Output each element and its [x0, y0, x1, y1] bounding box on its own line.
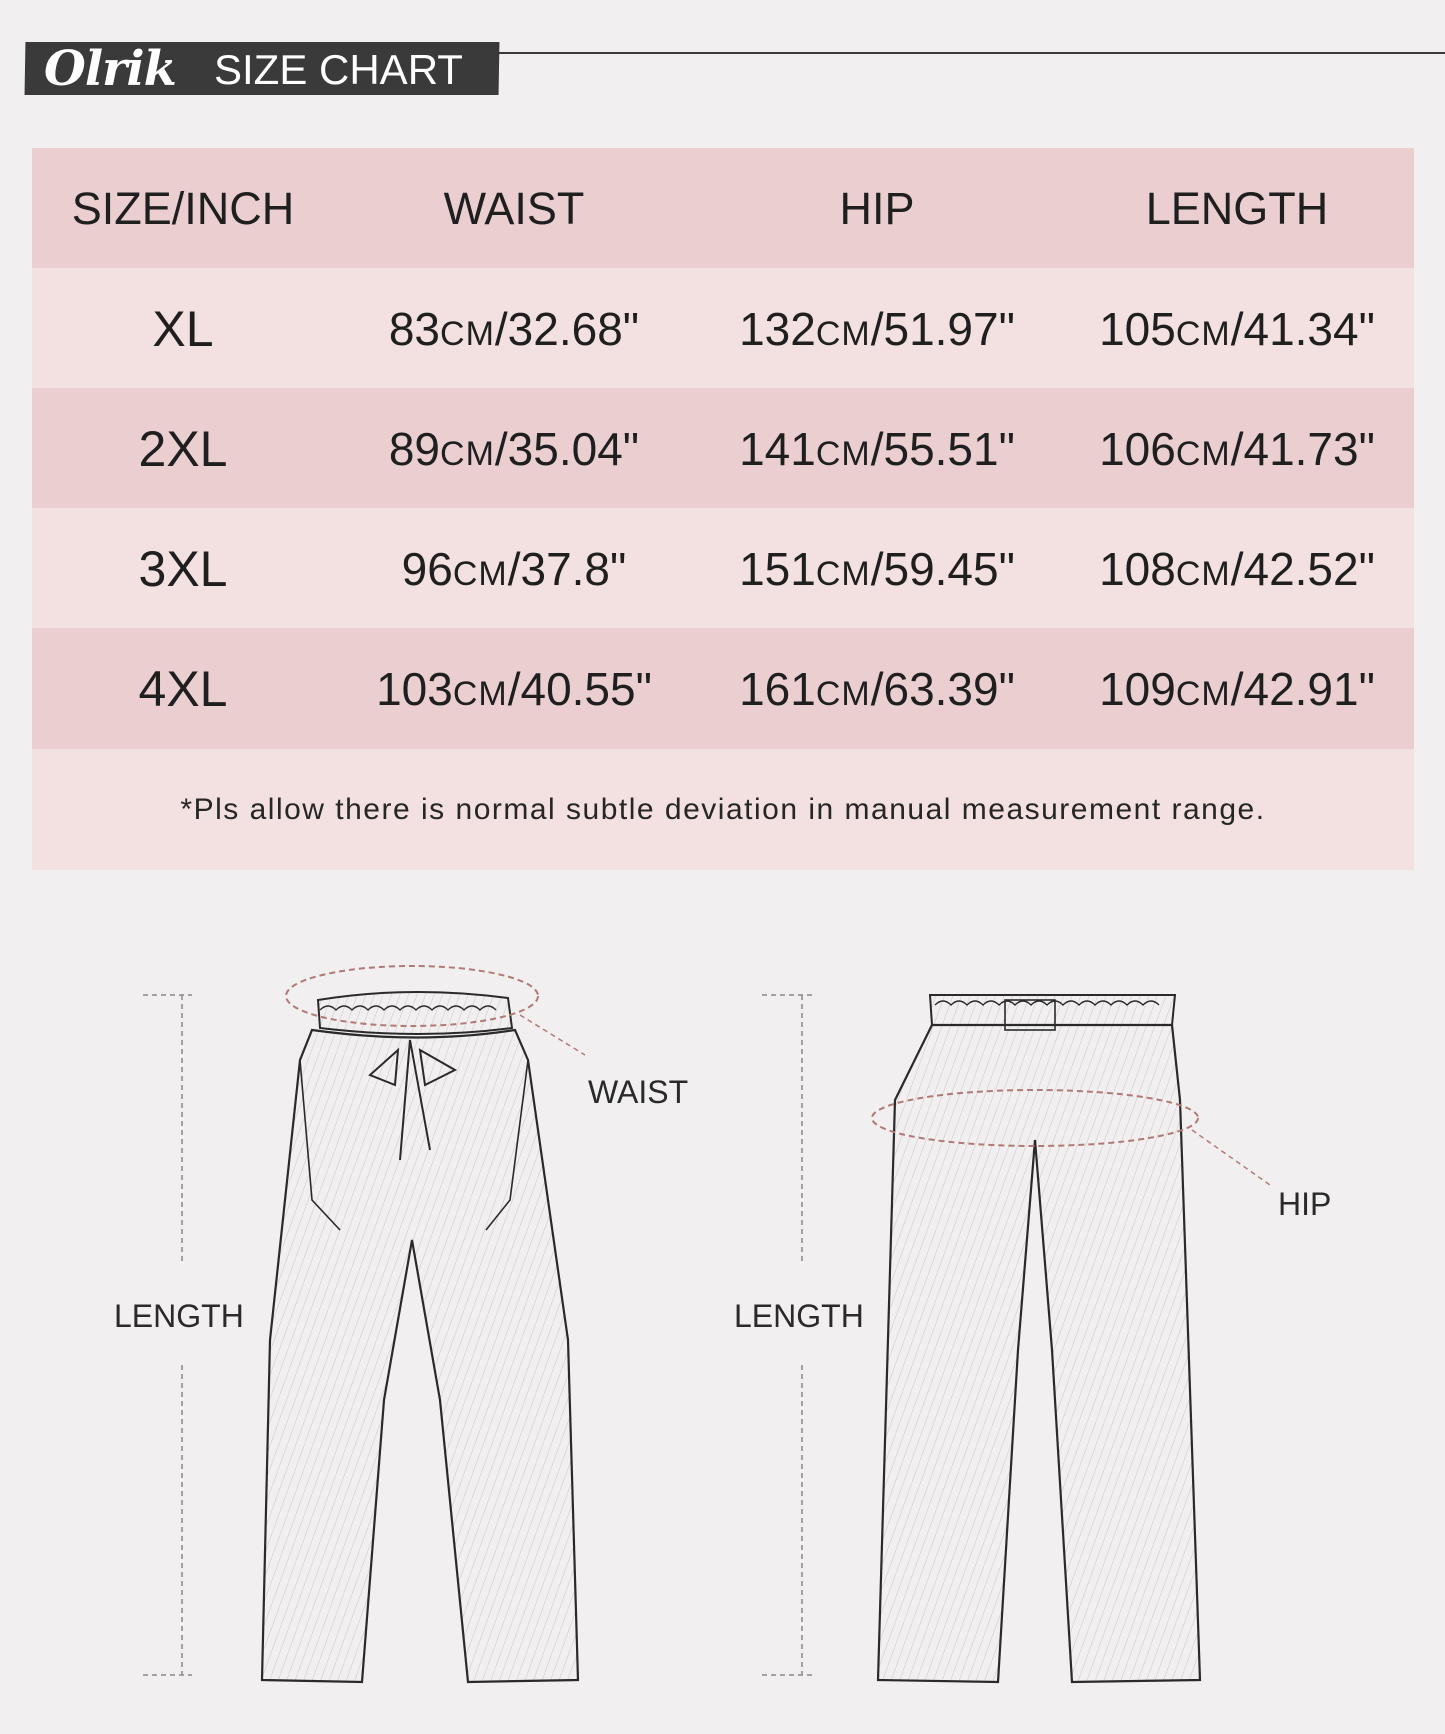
measurement-illustration: [0, 900, 1445, 1734]
length-cell: 106CM/41.73": [1099, 422, 1375, 475]
table-row: [32, 628, 1414, 749]
table-note-row: [32, 749, 1414, 870]
front-length-indicator: [143, 995, 192, 1675]
size-cell: 3XL: [138, 540, 228, 597]
length-cell: 108CM/42.52": [1099, 542, 1375, 595]
hip-cell: 132CM/51.97": [739, 302, 1015, 355]
back-length-indicator: [762, 995, 812, 1675]
back-length-label: LENGTH: [734, 1298, 864, 1334]
column-header-length: LENGTH: [1145, 182, 1329, 234]
front-length-label: LENGTH: [114, 1298, 244, 1334]
waist-label: WAIST: [588, 1074, 689, 1110]
length-cell: 109CM/42.91": [1099, 662, 1375, 715]
header: [0, 0, 1445, 110]
front-pants-drawing: [262, 966, 585, 1682]
hip-cell: 141CM/55.51": [739, 422, 1015, 475]
page-title: SIZE CHART: [214, 46, 463, 93]
hip-label: HIP: [1278, 1186, 1332, 1222]
column-header-hip: HIP: [839, 182, 915, 234]
waist-cell: 83CM/32.68": [388, 302, 640, 355]
size-cell: XL: [152, 300, 214, 357]
table-row: [32, 388, 1414, 509]
waist-cell: 103CM/40.55": [376, 662, 652, 715]
table-row: [32, 508, 1414, 629]
waist-cell: 89CM/35.04": [388, 422, 640, 475]
column-header-size: SIZE/INCH: [71, 182, 295, 234]
size-table: [32, 148, 1414, 870]
hip-cell: 151CM/59.45": [739, 542, 1015, 595]
back-pants-drawing: [872, 995, 1270, 1682]
hip-cell: 161CM/63.39": [739, 662, 1015, 715]
waist-cell: 96CM/37.8": [401, 542, 627, 595]
measurement-note: *Pls allow there is normal subtle deviation in manual measurement range.: [180, 792, 1266, 826]
size-cell: 4XL: [138, 660, 228, 717]
table-row: [32, 268, 1414, 389]
table-header-row: [32, 148, 1414, 269]
length-cell: 105CM/41.34": [1099, 302, 1375, 355]
brand-logo: Olrik: [44, 41, 176, 97]
column-header-waist: WAIST: [443, 182, 585, 234]
size-cell: 2XL: [138, 420, 228, 477]
header-divider: [499, 52, 1445, 54]
